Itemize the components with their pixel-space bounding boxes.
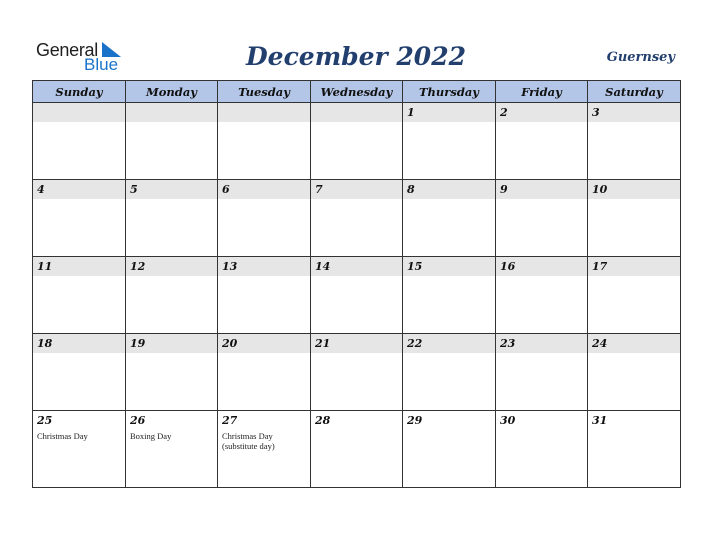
day-cell <box>126 411 218 488</box>
day-cell <box>126 180 218 257</box>
day-cell <box>33 103 126 180</box>
day-number: 30 <box>496 411 587 430</box>
day-number: 19 <box>126 334 217 353</box>
weekday-header-row <box>33 81 681 103</box>
day-number: 11 <box>33 257 125 276</box>
day-number: 26 <box>126 411 217 430</box>
day-number <box>218 103 310 122</box>
day-number: 12 <box>126 257 217 276</box>
day-cell <box>403 103 496 180</box>
day-cell <box>496 103 588 180</box>
day-number: 24 <box>588 334 680 353</box>
day-number <box>311 103 402 122</box>
day-number <box>126 103 217 122</box>
day-cell <box>218 180 311 257</box>
day-number: 13 <box>218 257 310 276</box>
day-cell <box>126 103 218 180</box>
holiday-label: Boxing Day <box>130 431 172 441</box>
logo-text-general: General <box>36 40 98 60</box>
day-cell <box>403 257 496 334</box>
week-row <box>33 103 681 180</box>
day-number: 18 <box>33 334 125 353</box>
weekday-header: Sunday <box>33 81 126 103</box>
day-number: 25 <box>33 411 125 430</box>
day-cell <box>218 334 311 411</box>
weekday-header: Monday <box>126 81 218 103</box>
weekday-header: Tuesday <box>218 81 311 103</box>
day-number: 20 <box>218 334 310 353</box>
day-number: 16 <box>496 257 587 276</box>
week-row <box>33 411 681 488</box>
holiday-label: Christmas Day (substitute day) <box>222 431 275 451</box>
day-cell <box>311 257 403 334</box>
day-cell <box>496 334 588 411</box>
day-cell <box>311 103 403 180</box>
day-cell <box>588 103 681 180</box>
day-number: 28 <box>311 411 402 430</box>
week-row <box>33 180 681 257</box>
day-cell <box>588 411 681 488</box>
day-cell <box>588 180 681 257</box>
day-number: 8 <box>403 180 495 199</box>
calendar-title: December 2022 <box>245 42 466 71</box>
day-number: 29 <box>403 411 495 430</box>
day-cell <box>126 257 218 334</box>
day-number: 10 <box>588 180 680 199</box>
day-cell <box>403 180 496 257</box>
weekday-header: Thursday <box>403 81 496 103</box>
day-number: 5 <box>126 180 217 199</box>
day-cell <box>403 334 496 411</box>
day-cell <box>588 334 681 411</box>
day-number: 7 <box>311 180 402 199</box>
day-number: 21 <box>311 334 402 353</box>
day-number: 27 <box>218 411 310 430</box>
day-cell <box>311 411 403 488</box>
day-number: 1 <box>403 103 495 122</box>
day-cell <box>311 334 403 411</box>
day-number: 3 <box>588 103 680 122</box>
day-cell <box>33 411 126 488</box>
week-row <box>33 334 681 411</box>
calendar-grid <box>32 80 681 488</box>
day-number: 15 <box>403 257 495 276</box>
day-number: 23 <box>496 334 587 353</box>
day-cell <box>218 257 311 334</box>
week-row <box>33 257 681 334</box>
weekday-header: Saturday <box>588 81 681 103</box>
day-cell <box>496 411 588 488</box>
day-cell <box>33 257 126 334</box>
day-number: 22 <box>403 334 495 353</box>
holiday-label: Christmas Day <box>37 431 88 441</box>
day-number: 17 <box>588 257 680 276</box>
day-number: 2 <box>496 103 587 122</box>
day-cell <box>496 257 588 334</box>
day-cell <box>218 103 311 180</box>
logo-text-blue: Blue <box>84 55 119 74</box>
day-cell <box>588 257 681 334</box>
day-number: 31 <box>588 411 680 430</box>
day-cell <box>311 180 403 257</box>
weekday-header: Friday <box>496 81 588 103</box>
region-label: Guernsey <box>606 50 675 65</box>
day-number: 4 <box>33 180 125 199</box>
day-number <box>33 103 125 122</box>
day-cell <box>218 411 311 488</box>
day-cell <box>403 411 496 488</box>
day-cell <box>496 180 588 257</box>
day-cell <box>33 180 126 257</box>
weekday-header: Wednesday <box>311 81 403 103</box>
day-cell <box>33 334 126 411</box>
day-cell <box>126 334 218 411</box>
day-number: 9 <box>496 180 587 199</box>
day-number: 14 <box>311 257 402 276</box>
day-number: 6 <box>218 180 310 199</box>
